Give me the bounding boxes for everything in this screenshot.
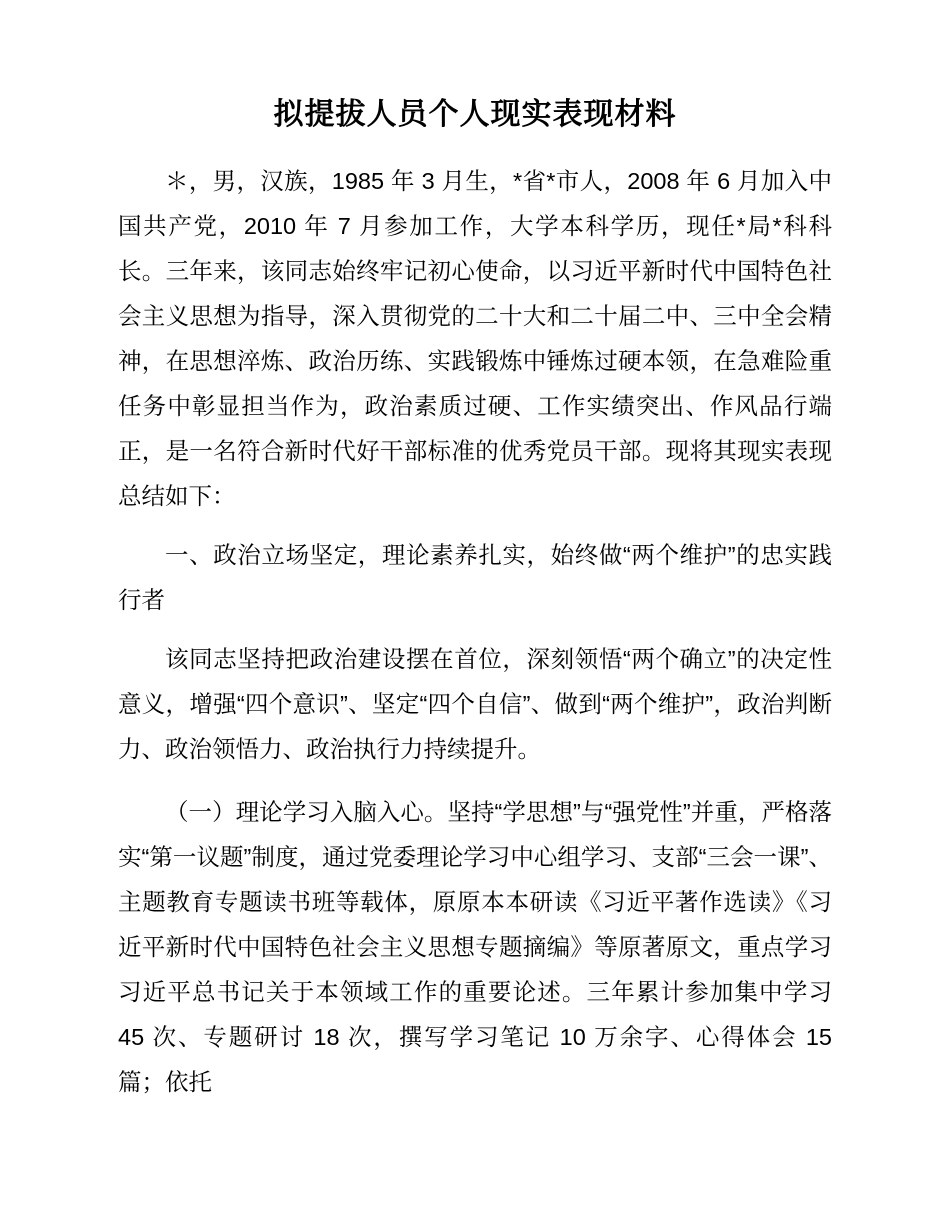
- paragraph-section-one-body: 该同志坚持把政治建设摆在首位，深刻领悟“两个确立”的决定性意义，增强“四个意识”、坚定“四个自信”、做到“两个维护”，政治判断力、政治领悟力、政治执行力持续提升。: [118, 646, 832, 762]
- section-heading-one: 一、政治立场坚定，理论素养扎实，始终做“两个维护”的忠实践行者: [118, 542, 832, 613]
- paragraph-subsection-one: （一）理论学习入脑入心。坚持“学思想”与“强党性”并重，严格落实“第一议题”制度，通过党委理论学习中心组学习、支部“三会一课”、主题教育专题读书班等载体，原原本本研读《习近平著作选读》《习近平新时代中国特色社会主义思想专题摘编》等原著原文，重点学习习近平总书记关于本领域工作的重要论述。三年累计参加集中学习 45 次、专题研讨 18 次，撰写学习笔记 10 万余字、心得体会 15 篇；依托: [118, 799, 832, 1095]
- page-title: 拟提拔人员个人现实表现材料: [273, 98, 677, 131]
- paragraph-spacer: [118, 776, 832, 790]
- paragraph-spacer: [118, 627, 832, 637]
- paragraph-spacer: [118, 523, 832, 533]
- paragraph-intro: ＊，男，汉族，1985 年 3 月生，*省*市人，2008 年 6 月加入中国共产党，2010 年 7 月参加工作，大学本科学历，现任*局*科科长。三年来，该同志始终牢记初心使命，以习近平新时代中国特色社会主义思想为指导，深入贯彻党的二十大和二十届二中、三中全会精神，在思想淬炼、政治历练、实践锻炼中锤炼过硬本领，在急难险重任务中彰显担当作为，政治素质过硬、工作实绩突出、作风品行端正，是一名符合新时代好干部标准的优秀党员干部。现将其现实表现总结如下：: [118, 168, 832, 509]
